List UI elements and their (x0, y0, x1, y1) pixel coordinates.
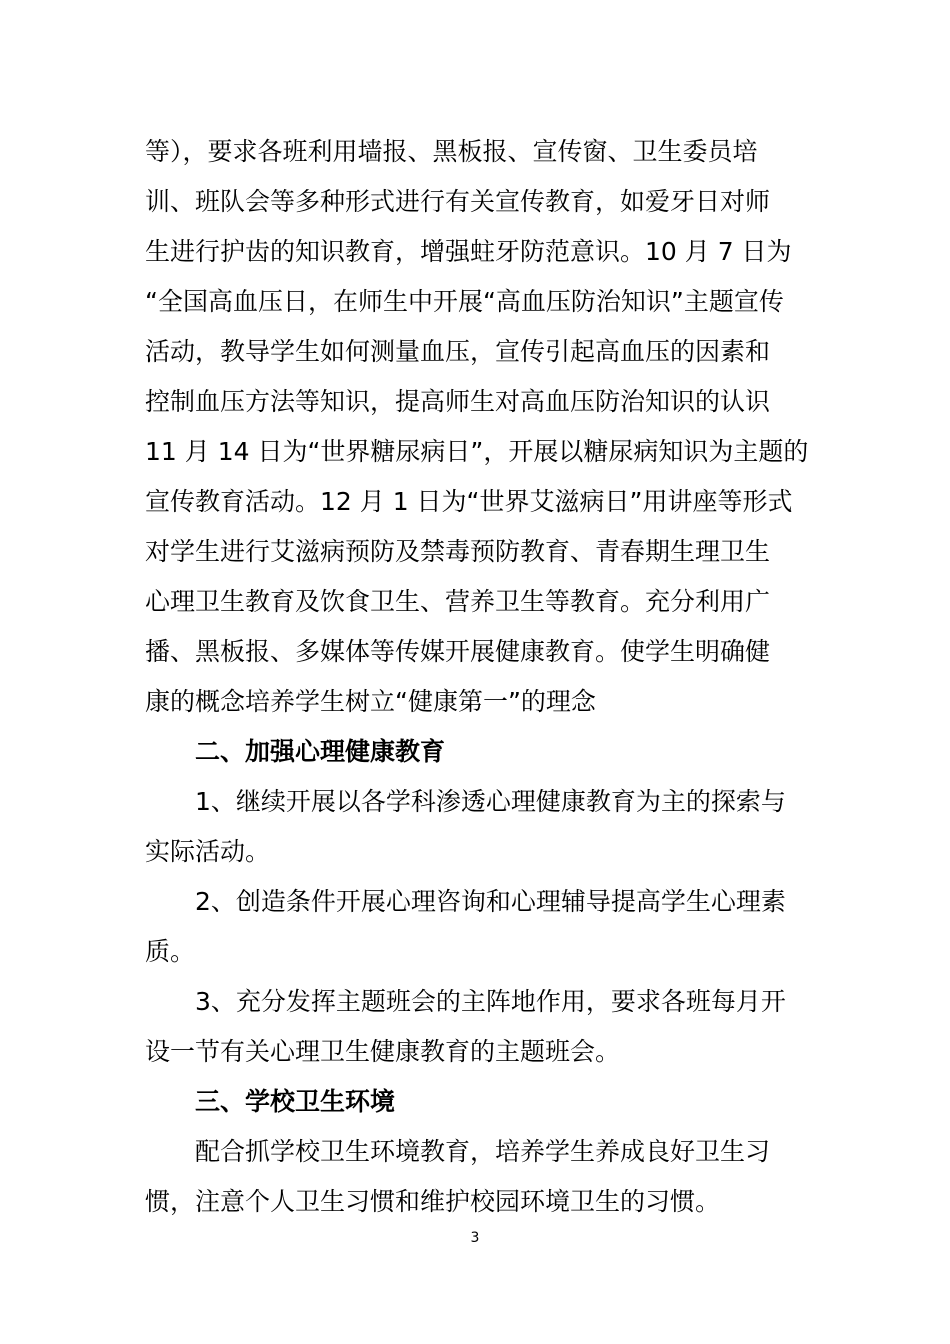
paragraph-item-2 (145, 877, 807, 977)
text-line: 宣传教育活动。12 月 1 日为“世界艾滋病日”用讲座等形式 (145, 487, 793, 516)
text-line: 3、充分发挥主题班会的主阵地作用，要求各班每月开 (195, 987, 786, 1016)
text-line: 1、继续开展以各学科渗透心理健康教育为主的探索与 (195, 787, 786, 816)
paragraph-health-events (145, 127, 807, 727)
text-line: 惯，注意个人卫生习惯和维护校园环境卫生的习惯。 (145, 1187, 721, 1216)
text-line: 生进行护齿的知识教育，增强蛀牙防范意识。10 月 7 日为 (145, 237, 792, 266)
text-line: 播、黑板报、多媒体等传媒开展健康教育。使学生明确健 (145, 637, 771, 666)
text-line: 2、创造条件开展心理咨询和心理辅导提高学生心理素 (195, 887, 786, 916)
paragraph-item-3 (145, 977, 807, 1077)
text-line: 质。 (145, 937, 196, 966)
text-line: 等），要求各班利用墙报、黑板报、宣传窗、卫生委员培 (145, 137, 758, 166)
paragraph-hygiene-habits (145, 1127, 807, 1227)
text-line: 心理卫生教育及饮食卫生、营养卫生等教育。充分利用广 (145, 587, 771, 616)
page-number: 3 (470, 1230, 480, 1246)
text-line: 11 月 14 日为“世界糖尿病日”，开展以糖尿病知识为主题的 (145, 437, 809, 466)
text-line: “全国高血压日，在师生中开展“高血压防治知识”主题宣传 (145, 287, 784, 316)
text-line: 设一节有关心理卫生健康教育的主题班会。 (145, 1037, 621, 1066)
text-line: 康的概念培养学生树立“健康第一”的理念 (145, 687, 596, 716)
section-heading-mental-health: 二、加强心理健康教育 (195, 737, 446, 766)
text-line: 实际活动。 (145, 837, 271, 866)
paragraph-item-1 (145, 777, 807, 877)
document-body (145, 127, 807, 1227)
text-line: 训、班队会等多种形式进行有关宣传教育，如爱牙日对师 (145, 187, 771, 216)
text-line: 配合抓学校卫生环境教育，培养学生养成良好卫生习 (195, 1137, 771, 1166)
text-line: 活动，教导学生如何测量血压，宣传引起高血压的因素和 (145, 337, 771, 366)
text-line: 对学生进行艾滋病预防及禁毒预防教育、青春期生理卫生 (145, 537, 771, 566)
text-line: 控制血压方法等知识，提高师生对高血压防治知识的认识 (145, 387, 771, 416)
section-heading-school-hygiene: 三、学校卫生环境 (195, 1087, 396, 1116)
